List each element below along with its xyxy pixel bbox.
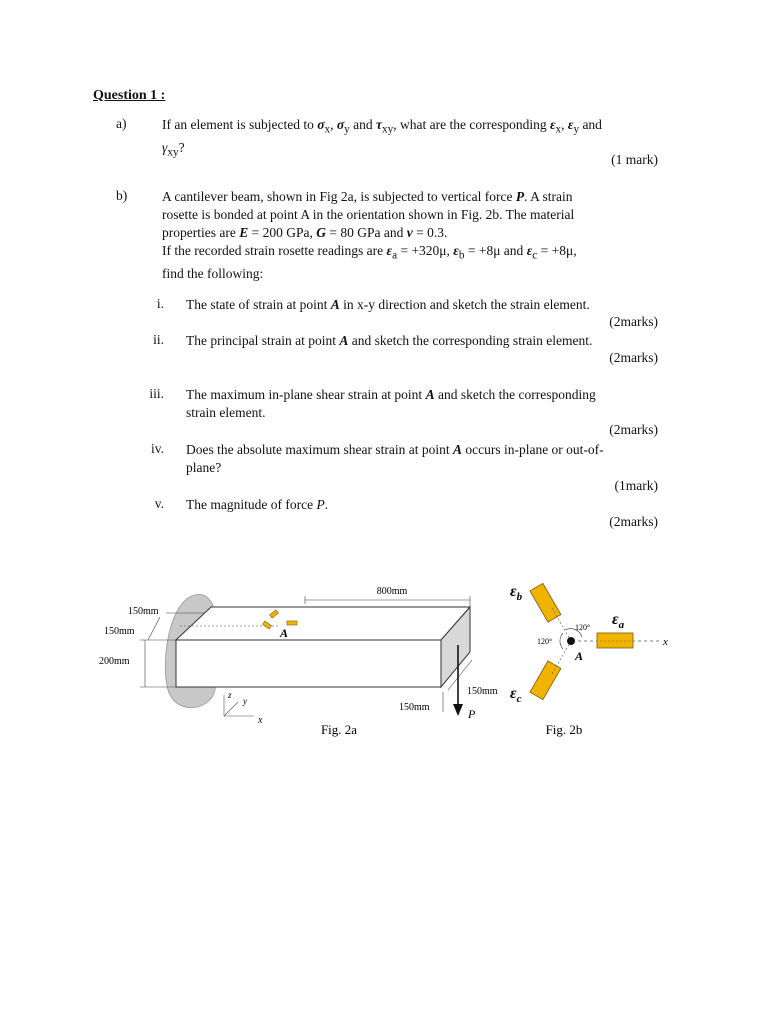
- item-iv-mark: (1mark): [614, 478, 658, 493]
- item-ii-number: ii.: [153, 332, 164, 347]
- axis-z: z: [228, 690, 232, 700]
- question-title: Question 1 :: [93, 88, 166, 103]
- gauge-b: [530, 583, 561, 622]
- item-ii-text: The principal strain at point A and sketch the corresponding strain element.: [186, 333, 593, 348]
- angle-2: 120°: [537, 637, 553, 646]
- part-a-text: If an element is subjected to $\sigma_x$, $\sigma_y$ and $\tau_{xy}$, what are the corresponding $\varepsilon_x$, $\varepsilon_y$ and $\gamma_{xy}$?: [162, 117, 602, 159]
- figures: [0, 560, 768, 760]
- cantilever-beam: [176, 607, 470, 687]
- fig-2a-caption: Fig. 2a: [320, 722, 358, 737]
- label-eb: $\varepsilon_b$: [510, 583, 523, 603]
- part-a-label: a): [116, 116, 127, 131]
- gauge-a: [597, 633, 633, 648]
- fig-2b-caption: Fig. 2b: [545, 722, 583, 737]
- item-iv-text: Does the absolute maximum shear strain at point A occurs in-plane or out-of- plane?: [186, 442, 604, 475]
- label-ea: $\varepsilon_a$: [612, 611, 625, 631]
- dim-150-left: 150mm: [104, 626, 135, 637]
- dim-150-right: 150mm: [467, 686, 498, 697]
- item-v-number: v.: [154, 496, 164, 511]
- axis-x: x: [258, 715, 263, 726]
- dim-800: 800mm: [376, 586, 408, 597]
- item-v-text: The magnitude of force P.: [186, 497, 329, 512]
- dim-200: 200mm: [99, 656, 130, 667]
- axis-x-2b: x: [663, 636, 668, 648]
- item-i-text: The state of strain at point A in x-y direction and sketch the strain element.: [186, 297, 590, 312]
- item-v-mark: (2marks): [609, 514, 658, 529]
- item-iv-number: iv.: [151, 441, 164, 456]
- dim-150-top: 150mm: [128, 606, 159, 617]
- item-i-mark: (2marks): [609, 314, 658, 329]
- part-a-mark: (1 mark): [611, 152, 658, 167]
- part-b-label: b): [116, 188, 128, 203]
- item-iii-text: The maximum in-plane shear strain at point A and sketch the corresponding strain element.: [186, 387, 596, 420]
- item-iii-mark: (2marks): [609, 422, 658, 437]
- item-ii-mark: (2marks): [609, 350, 658, 365]
- dim-150-bottom: 150mm: [399, 702, 430, 713]
- item-iii-number: iii.: [149, 386, 164, 401]
- point-a-label-2b: A: [575, 649, 584, 663]
- label-ec: $\varepsilon_c$: [510, 685, 522, 705]
- force-label: P: [468, 707, 476, 721]
- angle-1: 120°: [575, 623, 591, 632]
- part-b-text: A cantilever beam, shown in Fig 2a, is subjected to vertical force P. A strain rosette is bonded at point A in the orientation shown in Fig. 2b. The material properties are E = 200 GPa, G = 80 GPa and ν = 0.3. If the recorded strain rosette readings are $\varepsilon_a = +320\mu$, $\varepsilon_b = +8\mu$ and $\varepsilon_c = +8\mu$, find the following:: [162, 189, 577, 281]
- axis-y: y: [243, 696, 247, 706]
- point-a-label: A: [280, 626, 289, 640]
- point-a-dot: [567, 637, 575, 645]
- item-i-number: i.: [156, 296, 164, 311]
